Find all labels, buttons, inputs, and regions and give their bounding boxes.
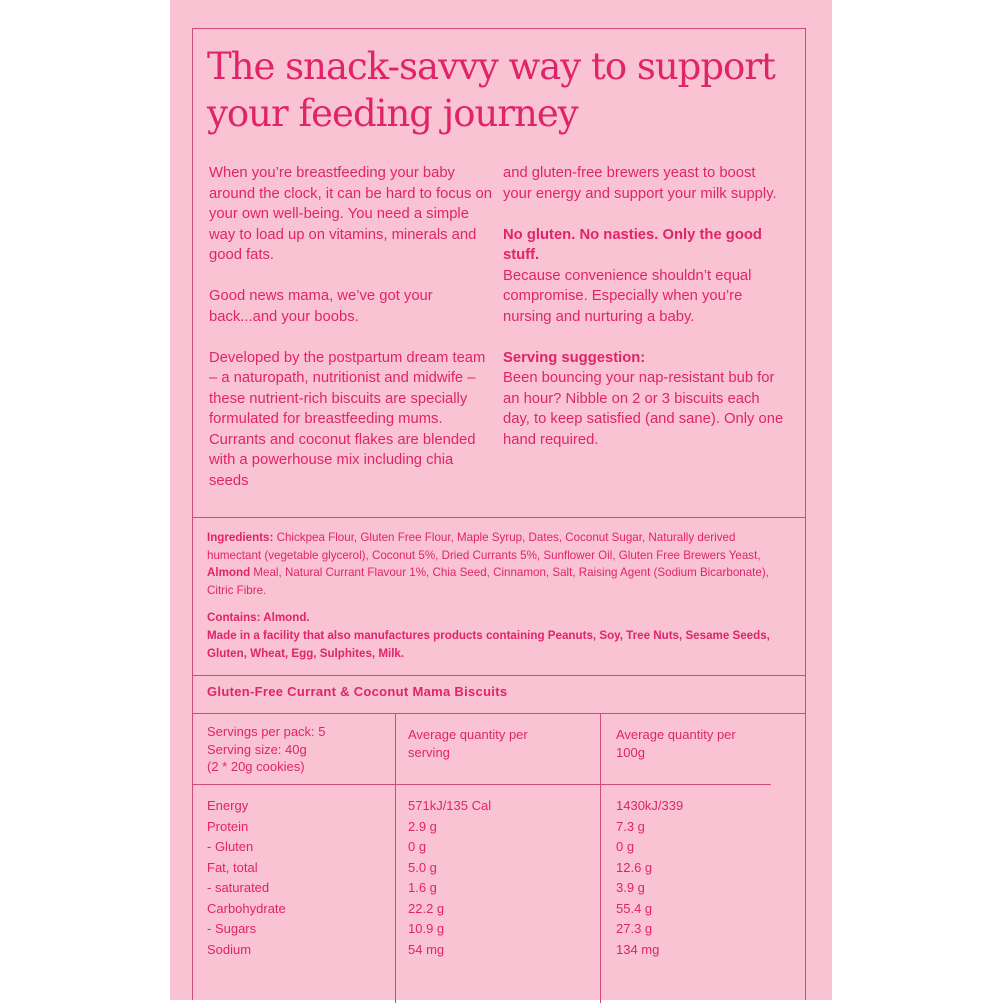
divider	[193, 675, 805, 676]
nutrient-name: - Gluten	[207, 839, 254, 854]
column-header-per-serving: Average quantity per serving	[408, 727, 528, 760]
per-serving-values	[408, 796, 491, 960]
per-serving-value: 22.2 g	[408, 900, 445, 916]
intro-right-column	[503, 163, 788, 471]
contains-statement: Contains: Almond.	[207, 611, 310, 625]
serving-size: Serving size: 40g	[207, 741, 307, 757]
intro-paragraph-3: Developed by the postpartum dream team – a naturopath, nutritionist and midwife – these nutrient-rich biscuits are specially formulated for breastfeeding mums. Currants and coconut flakes are blended with a powerhouse mix including chia seeds	[209, 349, 486, 489]
per-serving-value: 2.9 g	[408, 818, 437, 834]
per-100g-values	[616, 796, 683, 960]
per-serving-value: 571kJ/135 Cal	[408, 798, 492, 813]
intro-paragraph-2: Good news mama, we’ve got your back...and your boobs.	[209, 288, 433, 325]
divider	[193, 517, 805, 518]
no-gluten-text: Because convenience shouldn’t equal compromise. Especially when you’re nursing and nurturing a baby.	[503, 267, 752, 325]
facility-statement: Made in a facility that also manufactures products containing Peanuts, Soy, Tree Nuts, Sesame Seeds, Gluten, Wheat, Egg, Sulphites, Milk.	[207, 628, 770, 660]
page-title: The snack-savvy way to support your feeding journey	[207, 45, 775, 135]
nutrient-names	[207, 796, 286, 960]
per-serving-value: 0 g	[408, 839, 427, 854]
nutrient-name: Fat, total	[207, 859, 258, 875]
nutrient-name: - saturated	[207, 880, 270, 895]
per-100g-value: 3.9 g	[616, 880, 645, 895]
per-100g-value: 7.3 g	[616, 818, 645, 834]
column-header-per-100g: Average quantity per 100g	[616, 727, 736, 760]
per-100g-value: 134 mg	[616, 941, 660, 957]
almond-allergen: Almond	[207, 566, 251, 580]
servings-per-pack: Servings per pack: 5	[207, 724, 326, 739]
ingredients-list	[207, 529, 787, 599]
serving-info	[207, 723, 392, 776]
per-100g-value: 55.4 g	[616, 900, 653, 916]
intro-paragraph-1: When you’re breastfeeding your baby around the clock, it can be hard to focus on your own well-being. You need a simple way to load up on vitamins, minerals and good fats.	[209, 165, 492, 263]
per-serving-value: 10.9 g	[408, 921, 445, 936]
serving-note: (2 * 20g cookies)	[207, 759, 305, 774]
nutrient-name: Protein	[207, 818, 249, 834]
nutrient-name: Carbohydrate	[207, 900, 286, 916]
ingredients-text-b: Meal, Natural Currant Flavour 1%, Chia Seed, Cinnamon, Salt, Raising Agent (Sodium Bicarbonate), Citric Fibre.	[207, 566, 769, 597]
nutrient-name: - Sugars	[207, 921, 257, 936]
ingredients-label: Ingredients:	[207, 531, 274, 544]
no-gluten-section	[503, 225, 788, 328]
ingredients-text-a: Chickpea Flour, Gluten Free Flour, Maple Syrup, Dates, Coconut Sugar, Naturally derived humectant (vegetable glycerol), Coconut 5%, Dried Currants 5%, Sunflower Oil, Gluten Free Brewers Yeast,	[207, 531, 761, 562]
divider	[193, 784, 771, 785]
content-frame	[192, 28, 806, 1000]
intro-paragraph-4: and gluten-free brewers yeast to boost your energy and support your milk supply.	[503, 165, 777, 202]
serving-suggestion-section	[503, 348, 788, 451]
no-gluten-heading: No gluten. No nasties. Only the good stuff.	[503, 226, 762, 263]
per-serving-value: 54 mg	[408, 941, 445, 957]
per-100g-value: 0 g	[616, 839, 635, 854]
divider	[193, 713, 805, 714]
nutrient-name: Sodium	[207, 941, 252, 957]
intro-left-column	[209, 163, 494, 512]
column-divider	[600, 713, 601, 1003]
per-100g-value: 1430kJ/339	[616, 798, 684, 813]
nutrition-product-name: Gluten-Free Currant & Coconut Mama Biscuits	[207, 684, 508, 699]
per-100g-value: 12.6 g	[616, 859, 653, 875]
serving-suggestion-text: Been bouncing your nap-resistant bub for an hour? Nibble on 2 or 3 biscuits each day, to keep satisfied (and sane). Only one hand required.	[503, 370, 784, 448]
column-divider	[395, 713, 396, 1003]
product-back-panel	[170, 0, 832, 1000]
per-100g-value: 27.3 g	[616, 921, 653, 936]
serving-suggestion-heading: Serving suggestion:	[503, 349, 646, 366]
per-serving-value: 1.6 g	[408, 880, 437, 895]
ingredients-section	[207, 529, 787, 672]
nutrient-name: Energy	[207, 798, 249, 813]
per-serving-value: 5.0 g	[408, 859, 437, 875]
